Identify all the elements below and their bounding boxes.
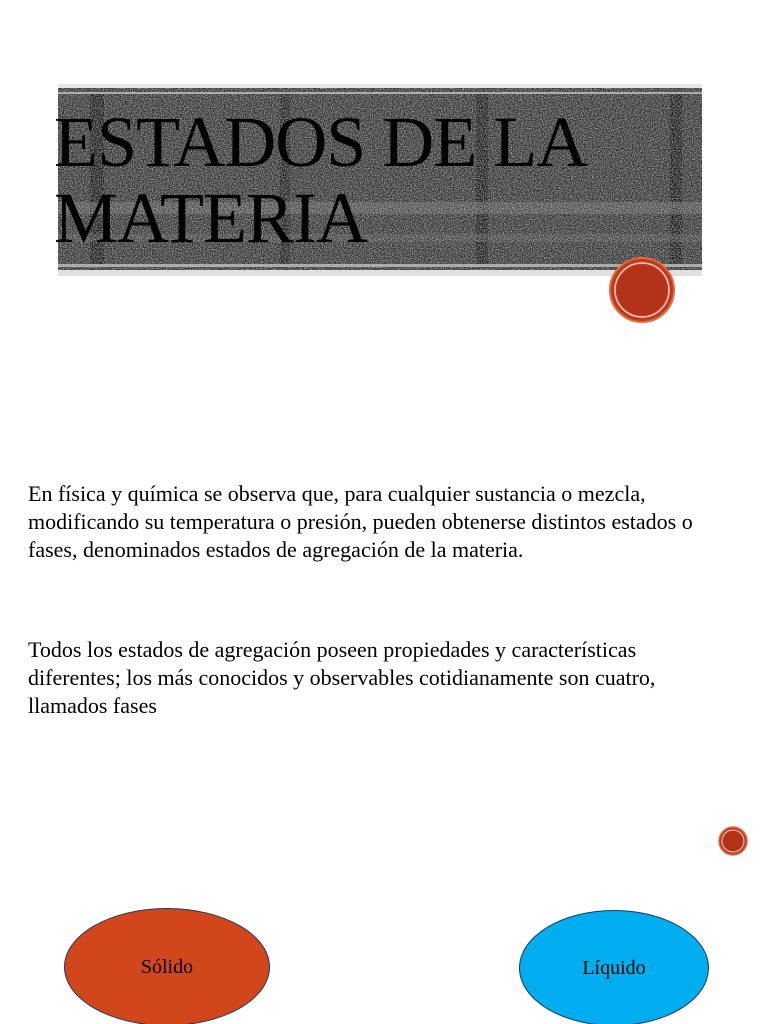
liquid-label: Líquido bbox=[582, 956, 646, 979]
solid-ellipse[interactable] bbox=[64, 908, 270, 1024]
intro-paragraph: En física y química se observa que, para cualquier sustancia o mezcla, modificando su temperatura o presión, pueden obtenerse distintos estados o fases, denominados estados de agregación de la materia. bbox=[28, 481, 693, 562]
solid-label: Sólido bbox=[140, 955, 194, 978]
liquid-ellipse[interactable] bbox=[519, 910, 709, 1024]
decorative-circle-icon bbox=[608, 256, 676, 324]
slide-title: ESTADOS DE LA MATERIA bbox=[54, 102, 588, 258]
states-paragraph: Todos los estados de agregación poseen propiedades y características diferentes; los más conocidos y observables cotidianamente son cuatro, llamados fases bbox=[28, 637, 656, 718]
decorative-small-circle-icon bbox=[718, 826, 748, 856]
title-banner bbox=[54, 84, 702, 276]
